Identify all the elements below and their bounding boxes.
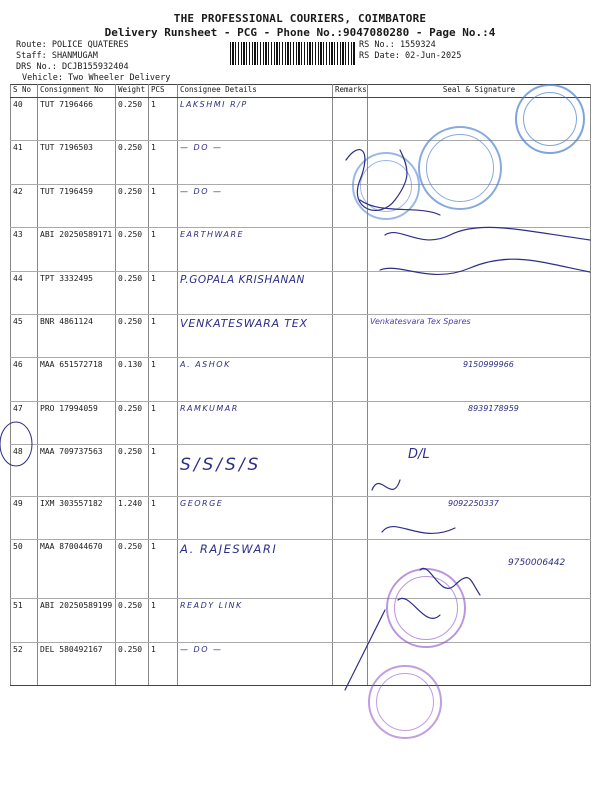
header-pcs: PCS xyxy=(149,85,178,98)
header-seal-signature: Seal & Signature xyxy=(368,85,591,98)
table-row xyxy=(11,271,591,314)
cell-signature: D/L xyxy=(368,445,591,496)
cell-weight: 0.250 xyxy=(116,642,149,685)
drs-number: DRS No.: DCJB155932404 xyxy=(16,62,129,72)
table-row xyxy=(11,599,591,642)
runsheet-table xyxy=(10,84,591,686)
table-row xyxy=(11,539,591,598)
cell-pcs: 1 xyxy=(149,599,178,642)
table-row xyxy=(11,228,591,271)
cell-pcs: 1 xyxy=(149,358,178,401)
cell-weight: 0.250 xyxy=(116,98,149,141)
cell-sno: 52 xyxy=(11,642,38,685)
cell-remarks xyxy=(333,496,368,539)
cell-sno: 50 xyxy=(11,539,38,598)
cell-consignee: GEORGE xyxy=(178,496,333,539)
cell-remarks xyxy=(333,358,368,401)
cell-weight: 0.250 xyxy=(116,599,149,642)
cell-consignee: A. RAJESWARI xyxy=(178,539,333,598)
table-row xyxy=(11,314,591,357)
cell-remarks xyxy=(333,401,368,444)
rubber-stamp-seal xyxy=(515,84,585,154)
header-consignment: Consignment No xyxy=(38,85,116,98)
cell-consignment: TUT 7196466 xyxy=(38,98,116,141)
header-weight: Weight xyxy=(116,85,149,98)
cell-remarks xyxy=(333,445,368,496)
cell-signature xyxy=(368,271,591,314)
vehicle-info: Vehicle: Two Wheeler Delivery xyxy=(22,73,171,83)
cell-weight: 0.250 xyxy=(116,271,149,314)
table-row xyxy=(11,98,591,141)
rubber-stamp-seal xyxy=(352,152,420,220)
cell-consignee: A. ASHOK xyxy=(178,358,333,401)
cell-pcs: 1 xyxy=(149,184,178,227)
cell-weight: 0.250 xyxy=(116,401,149,444)
cell-pcs: 1 xyxy=(149,401,178,444)
cell-consignment: IXM 303557182 xyxy=(38,496,116,539)
table-header-row xyxy=(11,85,591,98)
cell-signature: 9150999966 xyxy=(368,358,591,401)
rs-date: RS Date: 02-Jun-2025 xyxy=(359,51,462,61)
cell-consignee: RAMKUMAR xyxy=(178,401,333,444)
table-row xyxy=(11,184,591,227)
cell-sno: 40 xyxy=(11,98,38,141)
cell-consignment: ABI 20250589199 xyxy=(38,599,116,642)
cell-sno: 43 xyxy=(11,228,38,271)
cell-consignee: — DO — xyxy=(178,141,333,184)
cell-sno: 41 xyxy=(11,141,38,184)
cell-pcs: 1 xyxy=(149,642,178,685)
table-row xyxy=(11,141,591,184)
cell-pcs: 1 xyxy=(149,496,178,539)
cell-consignment: MAA 709737563 xyxy=(38,445,116,496)
cell-consignee: VENKATESWARA TEX xyxy=(178,314,333,357)
cell-pcs: 1 xyxy=(149,314,178,357)
route-info: Route: POLICE QUATERES xyxy=(16,40,129,50)
cell-pcs: 1 xyxy=(149,98,178,141)
cell-remarks xyxy=(333,98,368,141)
rs-number: RS No.: 1559324 xyxy=(359,40,436,50)
cell-consignee: EARTHWARE xyxy=(178,228,333,271)
cell-remarks xyxy=(333,271,368,314)
cell-consignment: TUT 7196503 xyxy=(38,141,116,184)
cell-remarks xyxy=(333,599,368,642)
rubber-stamp-seal xyxy=(368,665,442,739)
cell-weight: 0.250 xyxy=(116,445,149,496)
cell-signature: 8939178959 xyxy=(368,401,591,444)
rubber-stamp-seal xyxy=(418,126,502,210)
cell-weight: 0.250 xyxy=(116,141,149,184)
cell-sno: 45 xyxy=(11,314,38,357)
rubber-stamp-seal xyxy=(386,568,466,648)
cell-signature: 9092250337 xyxy=(368,496,591,539)
cell-weight: 0.250 xyxy=(116,228,149,271)
cell-consignee: LAKSHMI R/P xyxy=(178,98,333,141)
cell-consignment: PRO 17994059 xyxy=(38,401,116,444)
cell-weight: 1.240 xyxy=(116,496,149,539)
cell-remarks xyxy=(333,539,368,598)
barcode xyxy=(230,42,356,65)
cell-consignee: P.GOPALA KRISHANAN xyxy=(178,271,333,314)
cell-signature xyxy=(368,228,591,271)
cell-sno: 47 xyxy=(11,401,38,444)
cell-consignment: DEL 580492167 xyxy=(38,642,116,685)
cell-consignee: S/S/S/S xyxy=(178,445,333,496)
cell-pcs: 1 xyxy=(149,228,178,271)
cell-signature: Venkatesvara Tex Spares xyxy=(368,314,591,357)
cell-consignee: — DO — xyxy=(178,642,333,685)
cell-weight: 0.250 xyxy=(116,184,149,227)
cell-pcs: 1 xyxy=(149,445,178,496)
header-consignee: Consignee Details xyxy=(178,85,333,98)
cell-remarks xyxy=(333,642,368,685)
table-row xyxy=(11,496,591,539)
cell-pcs: 1 xyxy=(149,539,178,598)
cell-remarks xyxy=(333,314,368,357)
cell-pcs: 1 xyxy=(149,141,178,184)
cell-remarks xyxy=(333,228,368,271)
runsheet-title: THE PROFESSIONAL COURIERS, COIMBATORE xyxy=(173,12,427,25)
cell-sno: 46 xyxy=(11,358,38,401)
table-row xyxy=(11,445,591,496)
cell-consignee: READY LINK xyxy=(178,599,333,642)
header-remarks: Remarks xyxy=(333,85,368,98)
cell-consignment: MAA 651572718 xyxy=(38,358,116,401)
cell-sno: 51 xyxy=(11,599,38,642)
cell-sno: 42 xyxy=(11,184,38,227)
table-row xyxy=(11,642,591,685)
cell-weight: 0.250 xyxy=(116,539,149,598)
cell-pcs: 1 xyxy=(149,271,178,314)
cell-consignment: TPT 3332495 xyxy=(38,271,116,314)
cell-sno: 48 xyxy=(11,445,38,496)
cell-consignment: MAA 870044670 xyxy=(38,539,116,598)
table-row xyxy=(11,358,591,401)
cell-sno: 44 xyxy=(11,271,38,314)
cell-consignment: TUT 7196459 xyxy=(38,184,116,227)
cell-consignee: — DO — xyxy=(178,184,333,227)
runsheet-subtitle: Delivery Runsheet - PCG - Phone No.:9047080280 - Page No.:4 xyxy=(104,26,496,39)
header-sno: S No xyxy=(11,85,38,98)
cell-consignment: BNR 4861124 xyxy=(38,314,116,357)
table-row xyxy=(11,401,591,444)
cell-weight: 0.130 xyxy=(116,358,149,401)
cell-signature: 9750006442 xyxy=(368,539,591,598)
cell-consignment: ABI 20250589171 xyxy=(38,228,116,271)
staff-info: Staff: SHANMUGAM xyxy=(16,51,98,61)
cell-sno: 49 xyxy=(11,496,38,539)
cell-weight: 0.250 xyxy=(116,314,149,357)
